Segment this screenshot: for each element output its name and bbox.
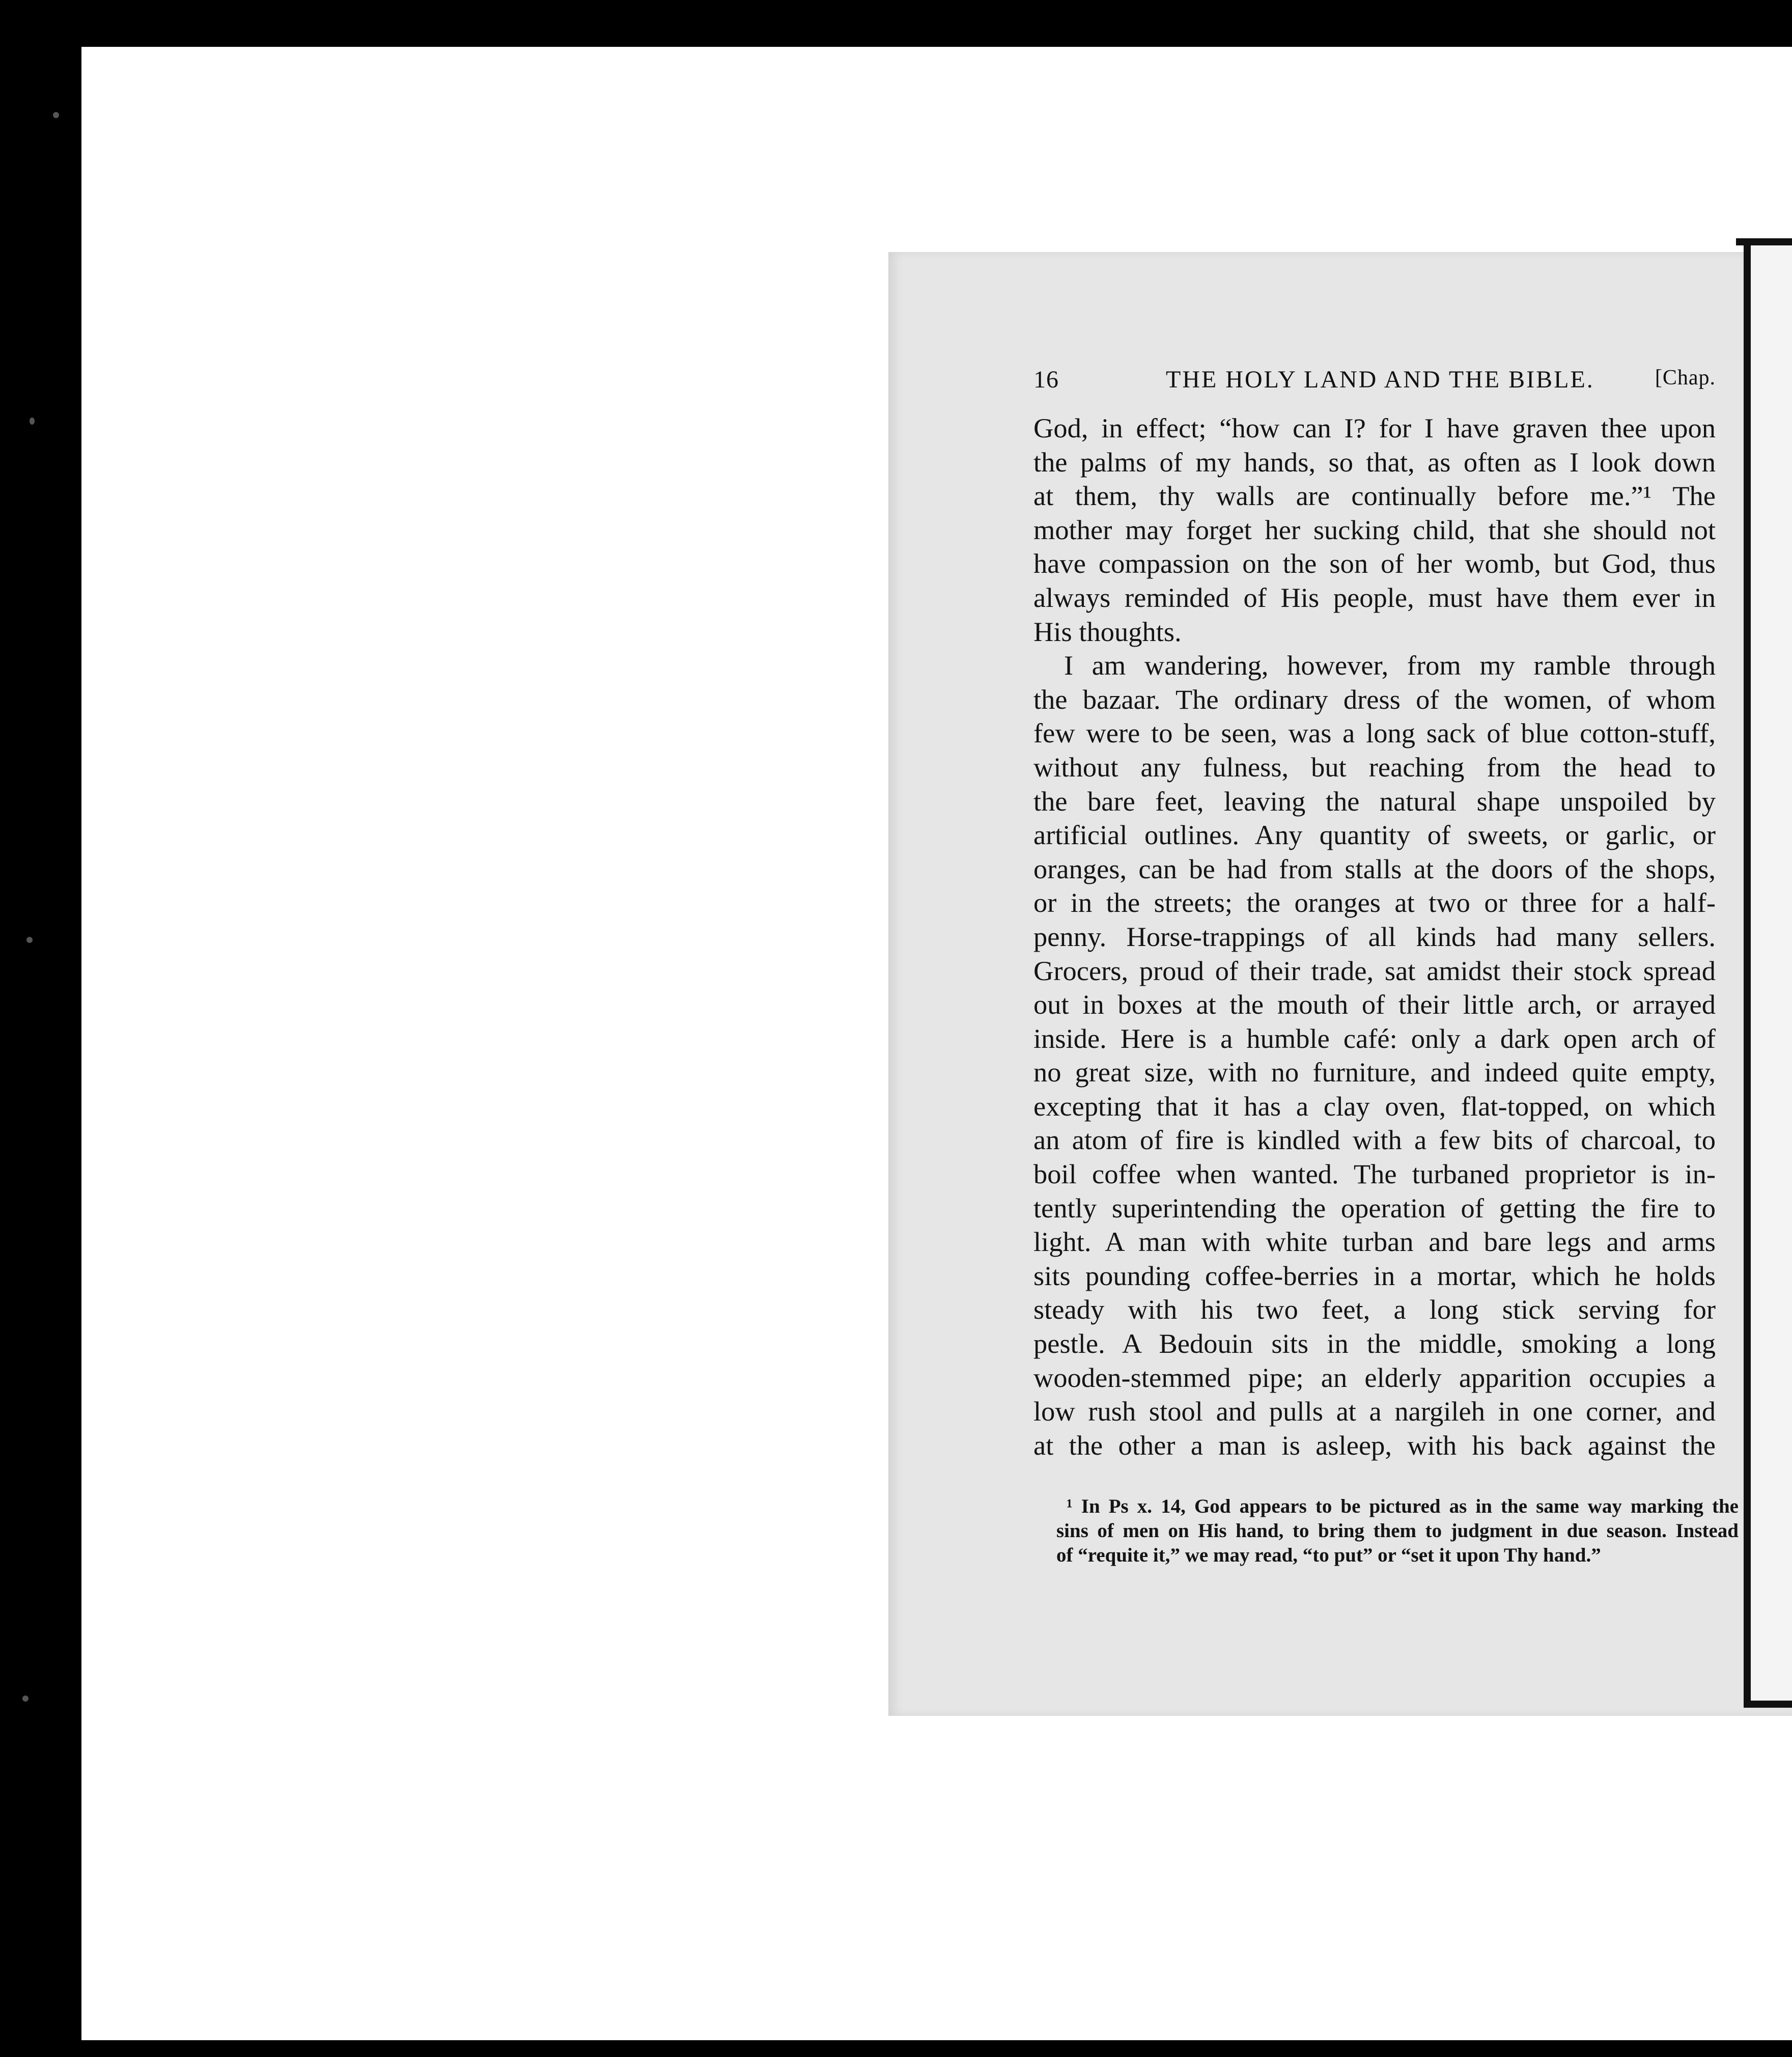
page-number: 16 bbox=[1033, 366, 1059, 393]
text-line: artificial outlines. Any quantity of sweets, or garlic, or bbox=[1033, 819, 1716, 851]
text-line: Grocers, proud of their trade, sat amidst their stock spread bbox=[1033, 955, 1716, 986]
footnote bbox=[1056, 1494, 1739, 1568]
text-line: I am wandering, however, from my ramble through bbox=[1064, 650, 1716, 681]
text-line: at them, thy walls are continually before me.”¹ The bbox=[1033, 480, 1716, 512]
film-border-left bbox=[0, 0, 81, 2057]
body-text bbox=[1033, 411, 1716, 1462]
text-line: steady with his two feet, a long stick serving for bbox=[1033, 1294, 1716, 1325]
text-line: always reminded of His people, must have them ever in bbox=[1033, 581, 1716, 613]
text-line: boil coffee when wanted. The turbaned proprietor is in- bbox=[1033, 1158, 1716, 1190]
text-line: mother may forget her sucking child, that she should not bbox=[1033, 514, 1716, 545]
text-line: out in boxes at the mouth of their little arch, or arrayed bbox=[1033, 989, 1716, 1020]
gutter-shadow-bottom bbox=[1744, 1701, 1792, 1708]
text-line: tently superintending the operation of getting the fire to bbox=[1033, 1192, 1716, 1224]
text-line: penny. Horse-trappings of all kinds had many sellers. bbox=[1033, 921, 1716, 952]
text-line: or in the streets; the oranges at two or three for a half- bbox=[1033, 887, 1716, 919]
chapter-marker: [Chap. bbox=[1655, 366, 1716, 390]
text-line: an atom of fire is kindled with a few bits of charcoal, to bbox=[1033, 1124, 1716, 1156]
text-line: His thoughts. bbox=[1033, 616, 1182, 647]
film-edge-mark bbox=[26, 937, 33, 943]
text-line: have compassion on the son of her womb, but God, thus bbox=[1033, 548, 1716, 579]
text-line: the bare feet, leaving the natural shape unspoiled by bbox=[1033, 785, 1716, 817]
running-head bbox=[1033, 366, 1716, 401]
text-line: the bazaar. The ordinary dress of the women, of whom bbox=[1033, 683, 1716, 715]
text-line: the palms of my hands, so that, as often as I look down bbox=[1033, 446, 1716, 478]
text-line: without any fulness, but reaching from the head to bbox=[1033, 751, 1716, 783]
text-line: excepting that it has a clay oven, flat-topped, on which bbox=[1033, 1090, 1716, 1122]
film-edge-mark bbox=[53, 112, 59, 118]
text-line: pestle. A Bedouin sits in the middle, smoking a long bbox=[1033, 1328, 1716, 1359]
text-line: low rush stool and pulls at a nargileh in one corner, and bbox=[1033, 1396, 1716, 1427]
text-line: God, in effect; “how can I? for I have graven thee upon bbox=[1033, 412, 1716, 443]
text-line: sits pounding coffee-berries in a mortar, which he holds bbox=[1033, 1260, 1716, 1291]
footnote-line: ¹ In Ps x. 14, God appears to be pictured as in the same way marking the bbox=[1067, 1495, 1739, 1517]
footnote-line: of “requite it,” we may read, “to put” or “set it upon Thy hand.” bbox=[1056, 1544, 1601, 1566]
text-line: light. A man with white turban and bare legs and arms bbox=[1033, 1226, 1716, 1258]
page-gutter bbox=[1744, 239, 1751, 1706]
text-line: inside. Here is a humble café: only a dark open arch of bbox=[1033, 1022, 1716, 1054]
text-line: few were to be seen, was a long sack of blue cotton-stuff, bbox=[1033, 717, 1716, 749]
text-line: oranges, can be had from stalls at the doors of the shops, bbox=[1033, 853, 1716, 884]
facing-page-edge bbox=[1751, 245, 1792, 1701]
film-edge-mark bbox=[22, 1695, 29, 1702]
film-edge-mark bbox=[30, 418, 35, 425]
book-title: THE HOLY LAND AND THE BIBLE. bbox=[1166, 366, 1594, 393]
footnote-line: sins of men on His hand, to bring them to judgment in due season. Instead bbox=[1056, 1520, 1739, 1542]
text-line: no great size, with no furniture, and indeed quite empty, bbox=[1033, 1057, 1716, 1088]
text-line: at the other a man is asleep, with his back against the bbox=[1033, 1429, 1716, 1461]
text-line: wooden-stemmed pipe; an elderly apparition occupies a bbox=[1033, 1361, 1716, 1393]
